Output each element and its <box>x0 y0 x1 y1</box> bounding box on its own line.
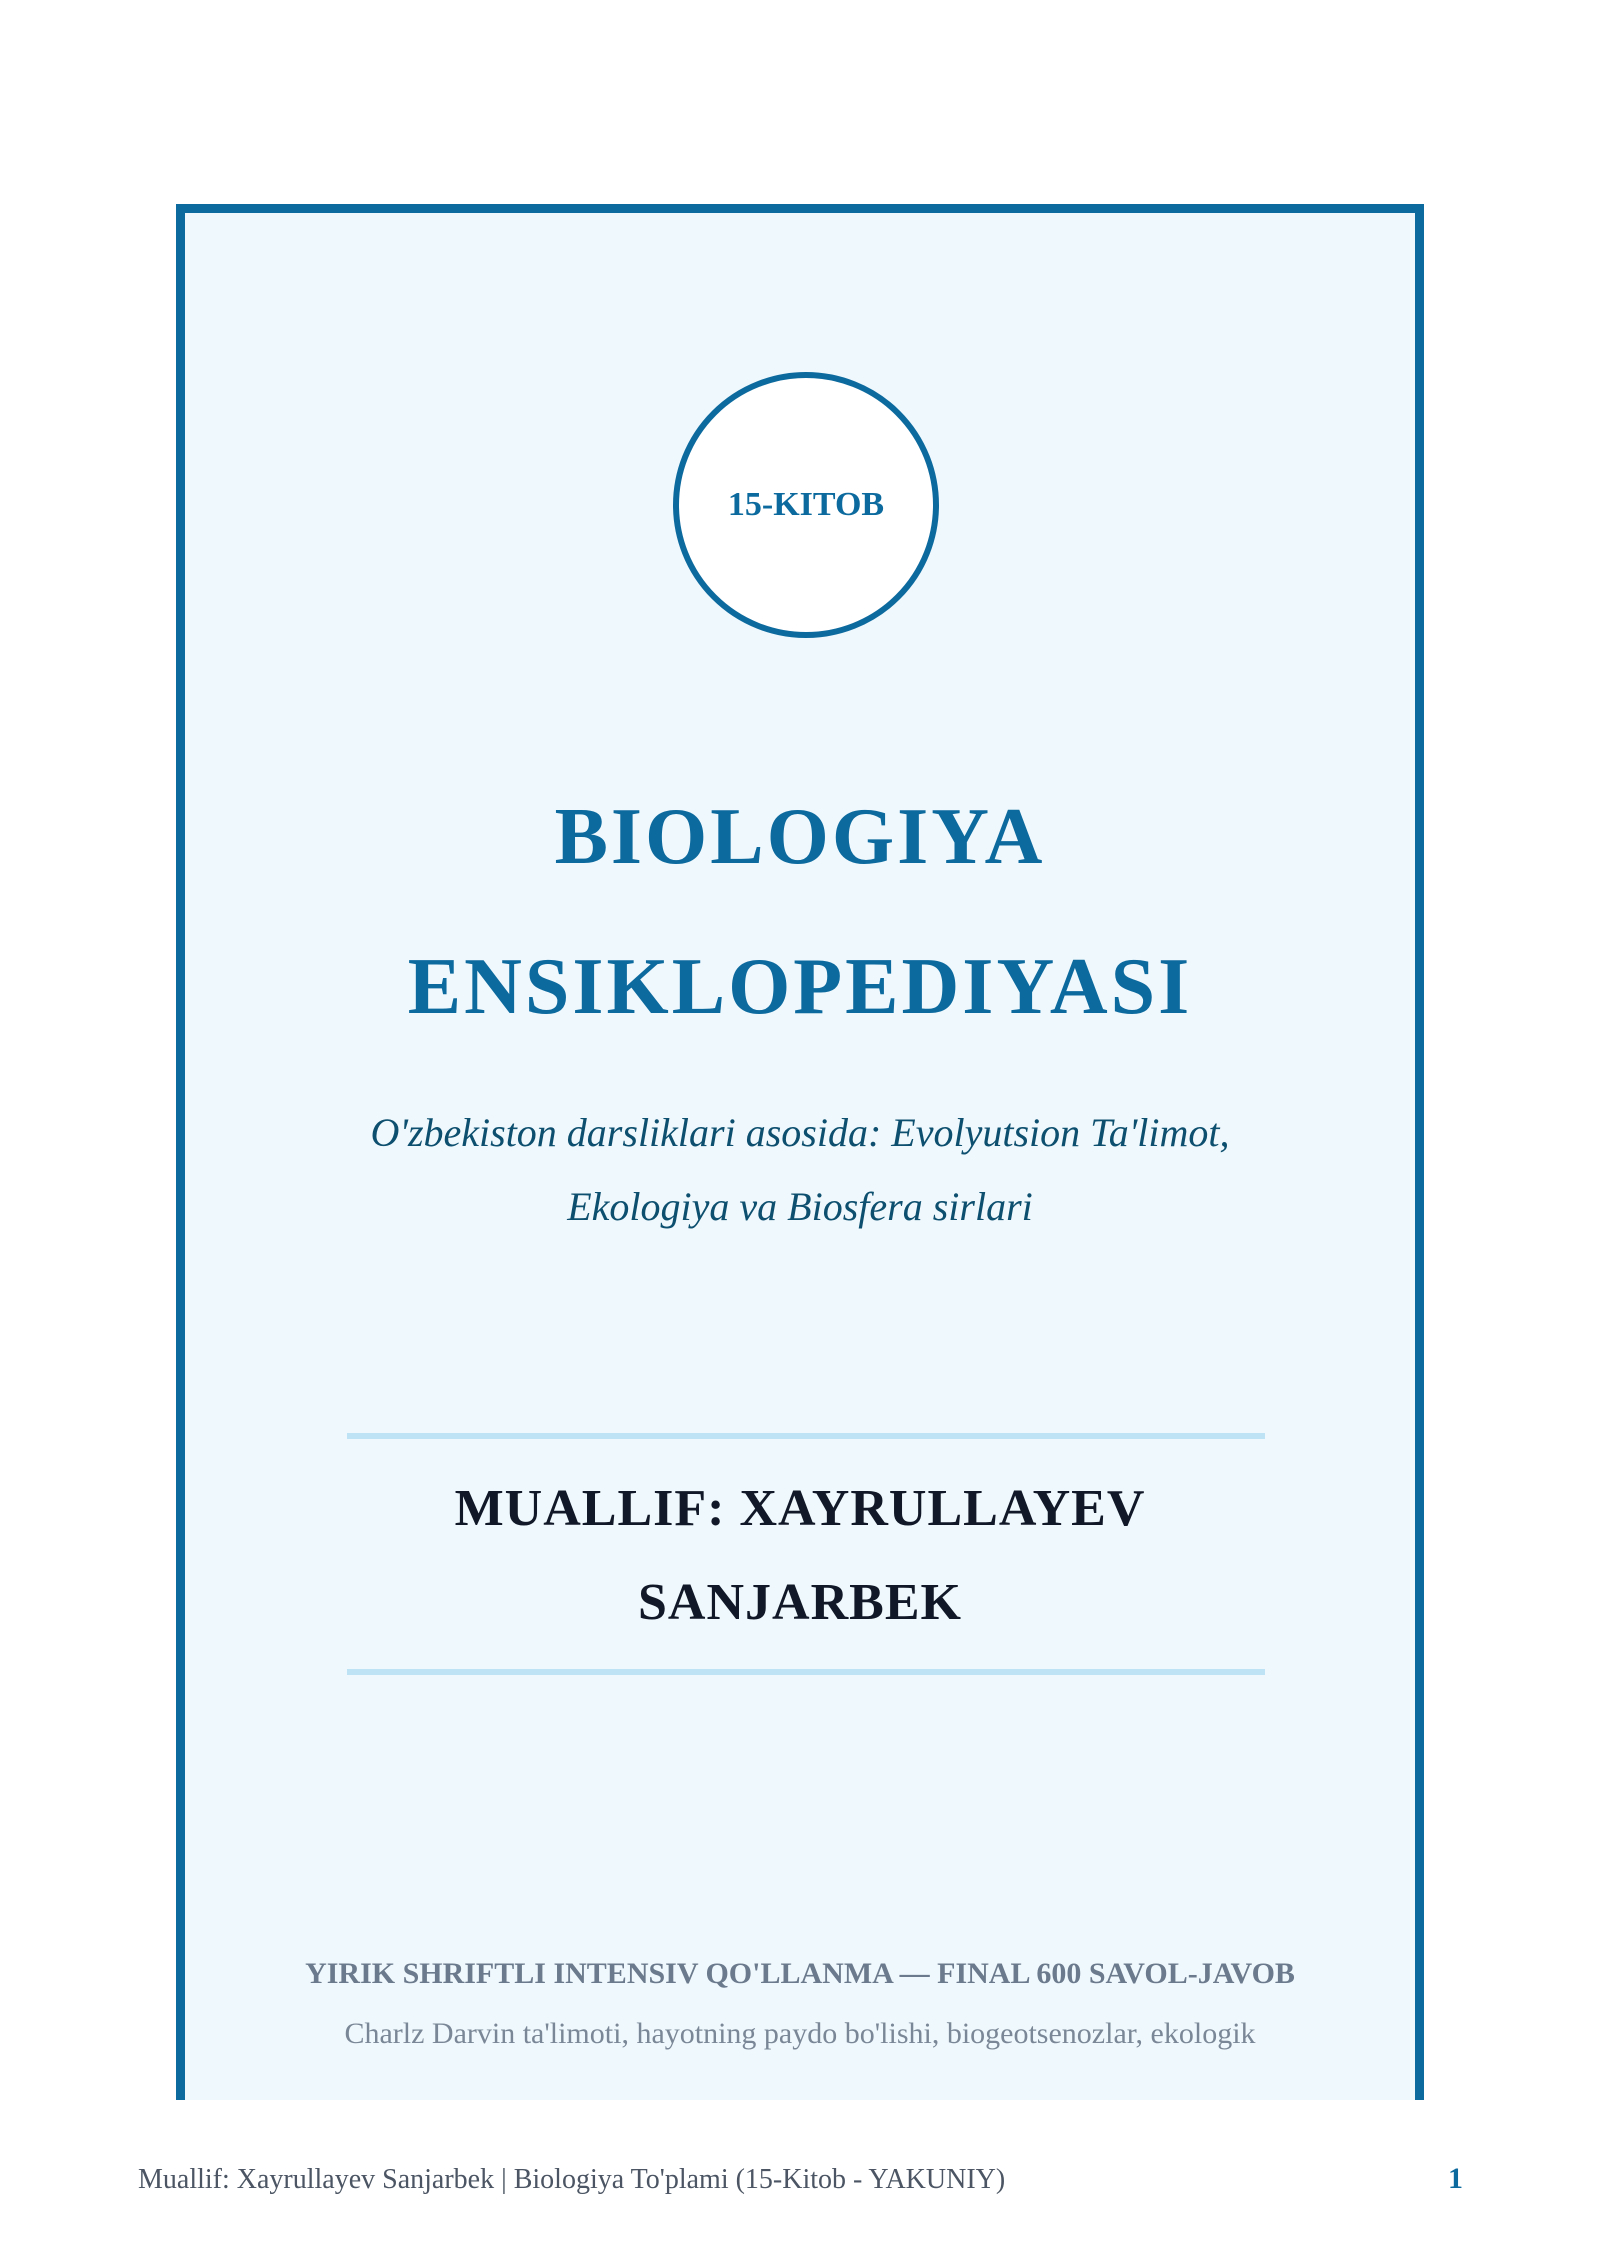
book-number-label: 15-KITOB <box>727 486 885 523</box>
title-line-1: BIOLOGIYA <box>554 793 1046 881</box>
author-line-1: MUALLIF: XAYRULLAYEV <box>454 1480 1146 1537</box>
title-line-2: ENSIKLOPEDIYASI <box>407 943 1193 1031</box>
book-number-badge <box>673 372 939 638</box>
author-line-2: SANJARBEK <box>638 1574 962 1631</box>
divider-bottom <box>347 1669 1265 1675</box>
page-number: 1 <box>1448 2162 1463 2195</box>
subtitle-line-1: O'zbekiston darsliklari asosida: Evolyutsion Ta'limot, <box>370 1110 1230 1155</box>
guide-heading: YIRIK SHRIFTLI INTENSIV QO'LLANMA — FINAL 600 SAVOL-JAVOB <box>305 1957 1295 1990</box>
divider-top <box>347 1433 1265 1439</box>
book-cover <box>176 204 1424 2100</box>
guide-description: Charlz Darvin ta'limoti, hayotning paydo bo'lishi, biogeotsenozlar, ekologik <box>344 2017 1256 2050</box>
page-footer-text: Muallif: Xayrullayev Sanjarbek | Biologiya To'plami (15-Kitob - YAKUNIY) <box>138 2164 1006 2195</box>
subtitle-line-2: Ekologiya va Biosfera sirlari <box>567 1184 1033 1229</box>
